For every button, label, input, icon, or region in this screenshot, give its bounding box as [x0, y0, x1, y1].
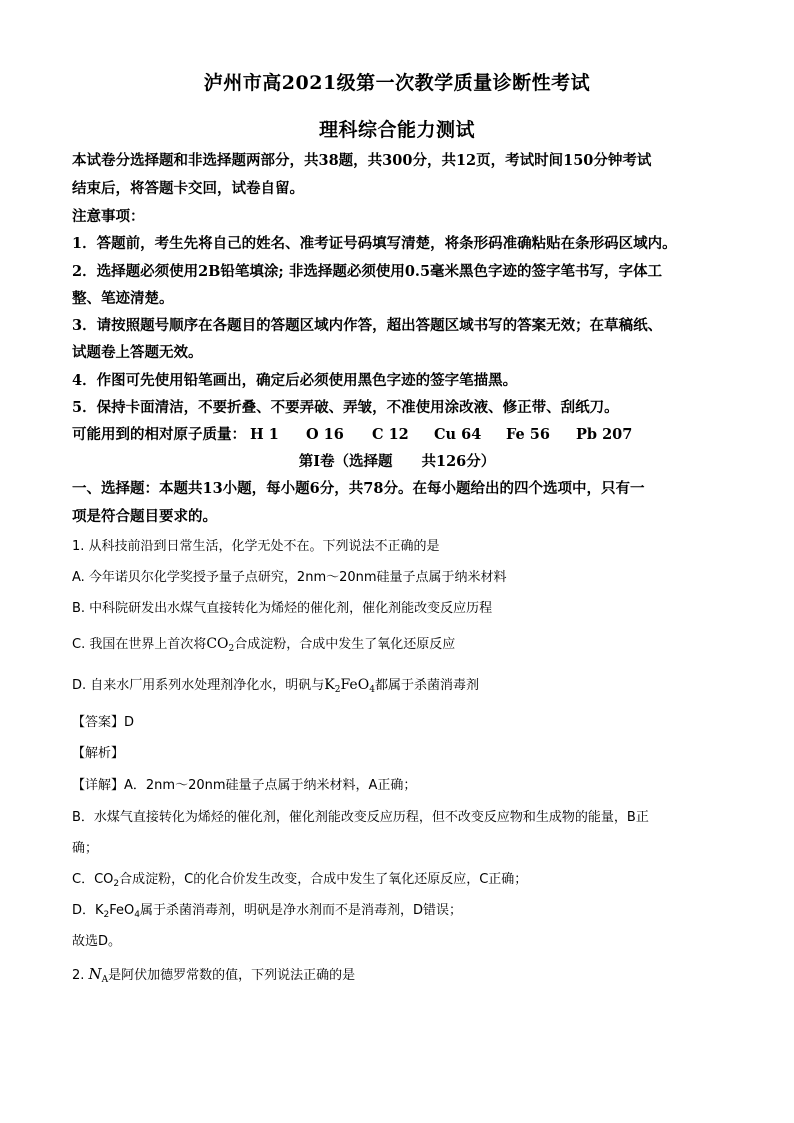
intro-line-1: 本试卷分选择题和非选择题两部分，共38题，共300分，共12页，考试时间150分钟考试 [72, 152, 652, 169]
notice-item-2-line-2: 整、笔迹清楚。 [72, 290, 174, 307]
atomic-mass-line [72, 423, 632, 444]
notice-item-2-line-1: 2．选择题必须使用2B铅笔填涂; 非选择题必须使用0.5毫米黑色字迹的签字笔书写，字体工 [72, 263, 663, 280]
q1-option-b: B. 中科院研发出水煤气直接转化为烯烃的催化剂，催化剂能改变反应历程 [72, 601, 493, 616]
co2-formula: $CO_2$ [206, 636, 235, 654]
q1-detail-a: 【详解】A．2nm～20nm硅量子点属于纳米材料，A正确； [72, 778, 417, 793]
exam-subtitle: 理科综合能力测试 [318, 119, 475, 141]
avogadro-symbol: $N_A$ [88, 965, 109, 985]
q1-conclusion: 故选D。 [72, 934, 122, 949]
q1-detail-d [72, 899, 462, 920]
q1-detail-c-prefix: C． [72, 872, 95, 887]
q2-number: 2. [72, 968, 89, 983]
q1-stem: 1. 从科技前沿到日常生活，化学无处不在。下列说法不正确的是 [72, 539, 440, 554]
section-title: 第Ⅰ卷（选择题 共126分） [298, 453, 496, 470]
q2-stem [72, 964, 355, 985]
q1-option-d [72, 674, 479, 695]
q1-option-c-prefix: C. 我国在世界上首次将 [72, 637, 207, 652]
co2-inline-formula: $CO_2$ [94, 872, 120, 889]
section-instruction-line-1: 一、选择题：本题共13小题，每小题6分，共78分。在每小题给出的四个选项中，只有一 [72, 480, 645, 497]
atomic-mass-fe: Fe 56 [506, 426, 550, 443]
section-instruction-line-2: 项是符合题目要求的。 [72, 508, 217, 525]
q1-option-c [72, 633, 455, 654]
notice-heading: 注意事项： [72, 208, 145, 225]
notice-item-4: 4．作图可先使用铅笔画出，确定后必须使用黑色字迹的签字笔描黑。 [72, 372, 518, 389]
answer-value: D [124, 715, 135, 730]
answer-label: 【答案】 [72, 715, 125, 730]
atomic-mass-pb: Pb 207 [576, 426, 633, 443]
q1-detail-b-line-1: B．水煤气直接转化为烯烃的催化剂，催化剂能改变反应历程，但不改变反应物和生成物的能量，B正 [72, 810, 649, 825]
notice-item-1: 1．答题前，考生先将自己的姓名、准考证号码填写清楚，将条形码准确粘贴在条形码区域内。 [72, 235, 677, 252]
q1-detail-d-prefix: D． [72, 903, 96, 918]
q1-answer [72, 711, 134, 730]
notice-item-5: 5．保持卡面清洁，不要折叠、不要弄破、弄皱，不准使用涂改液、修正带、刮纸刀。 [72, 399, 619, 416]
q1-option-a: A. 今年诺贝尔化学奖授予量子点研究，2nm～20nm硅量子点属于纳米材料 [72, 570, 507, 585]
atomic-mass-h: H 1 [250, 426, 279, 443]
q1-option-d-prefix: D. 自来水厂用系列水处理剂净化水，明矾与 [72, 678, 325, 693]
q1-option-c-suffix: 合成淀粉，合成中发生了氧化还原反应 [234, 637, 456, 652]
exam-title: 泸州市高2021级第一次教学质量诊断性考试 [203, 72, 591, 94]
q2-stem-text: 是阿伏加德罗常数的值，下列说法正确的是 [108, 968, 356, 983]
k2feo4-inline-formula: $K_2FeO_4$ [95, 903, 141, 920]
q1-detail-b-line-2: 确； [72, 841, 99, 856]
analysis-label: 【解析】 [72, 746, 125, 761]
q1-option-d-suffix: 都属于杀菌消毒剂 [374, 678, 479, 693]
atomic-mass-o: O 16 [306, 426, 344, 443]
atomic-mass-label: 可能用到的相对原子质量： [72, 426, 246, 443]
intro-line-2: 结束后，将答题卡交回，试卷自留。 [72, 180, 304, 197]
q1-detail-c-suffix: 合成淀粉，C的化合价发生改变，合成中发生了氧化还原反应，C正确； [119, 872, 528, 887]
notice-item-3-line-1: 3．请按照题号顺序在各题目的答题区域内作答，超出答题区域书写的答案无效；在草稿纸、 [72, 317, 663, 334]
notice-item-3-line-2: 试题卷上答题无效。 [72, 344, 203, 361]
q1-detail-c [72, 868, 527, 889]
k2feo4-formula: $K_2FeO_4$ [324, 677, 375, 695]
atomic-mass-cu: Cu 64 [434, 426, 482, 443]
q1-detail-d-suffix: 属于杀菌消毒剂，明矾是净水剂而不是消毒剂，D错误； [140, 903, 463, 918]
atomic-mass-c: C 12 [372, 426, 409, 443]
